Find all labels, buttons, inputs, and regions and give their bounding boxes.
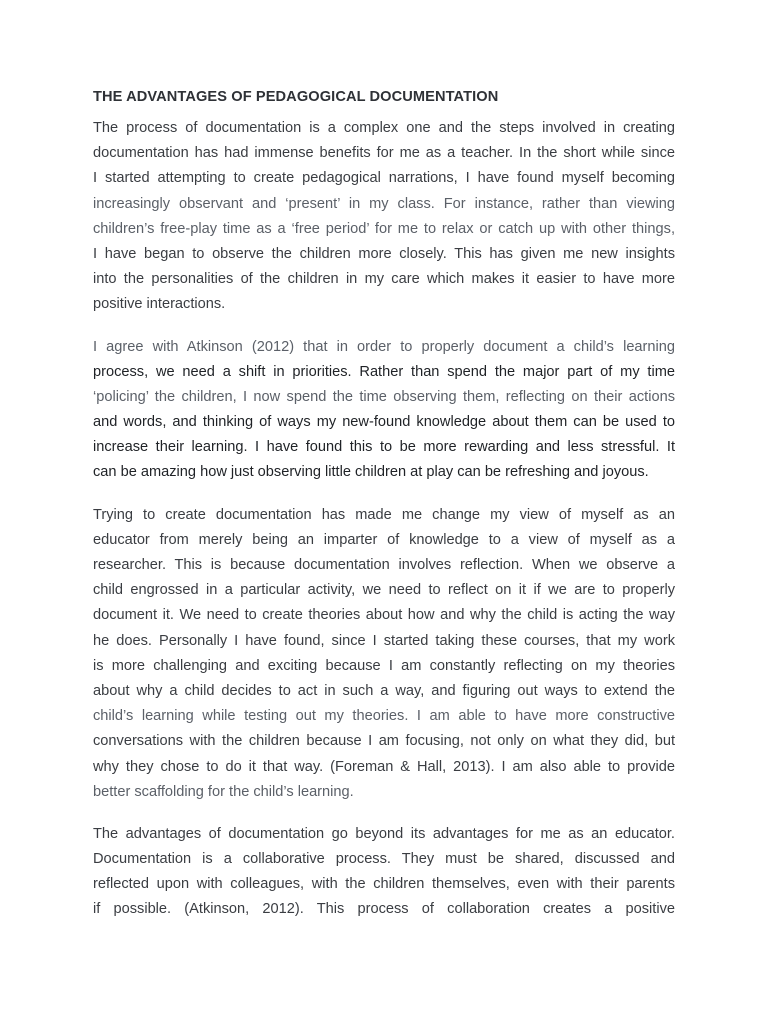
text-line: Trying to create documentation has made me change my view of myself as an	[93, 506, 675, 523]
text-line: he does. Personally I have found, since I started taking these courses, that my work	[93, 632, 675, 649]
text-line: conversations with the children because I am focusing, not only on what they did, but	[93, 733, 675, 750]
paragraph-1	[93, 116, 675, 318]
text-line: ‘policing’ the children, I now spend the time observing them, reflecting on their actions	[93, 388, 675, 405]
text-line: if possible. (Atkinson, 2012). This process of collaboration creates a positive	[93, 901, 675, 918]
text-line: process, we need a shift in priorities. Rather than spend the major part of my time	[93, 363, 675, 380]
paragraph-spacer	[93, 318, 675, 335]
paragraph-spacer	[93, 805, 675, 822]
text-line: I started attempting to create pedagogical narrations, I have found myself becoming	[93, 170, 675, 187]
paragraph-3	[93, 503, 675, 805]
text-line: child’s learning while testing out my theories. I am able to have more constructive	[93, 708, 675, 725]
document-title: THE ADVANTAGES OF PEDAGOGICAL DOCUMENTATION	[93, 89, 499, 105]
text-line: children’s free-play time as a ‘free period’ for me to relax or catch up with other things,	[93, 220, 675, 237]
text-line: is more challenging and exciting because I am constantly reflecting on my theories	[93, 657, 675, 674]
text-line: researcher. This is because documentation involves reflection. When we observe a	[93, 557, 675, 573]
paragraph-4	[93, 822, 675, 923]
text-line: documentation has had immense benefits for me as a teacher. In the short while since	[93, 145, 675, 162]
text-line: educator from merely being an imparter of knowledge to a view of myself as a	[93, 531, 675, 548]
text-line: I agree with Atkinson (2012) that in order to properly document a child’s learning	[93, 338, 675, 355]
text-line: can be amazing how just observing little children at play can be refreshing and joyous.	[93, 464, 649, 481]
document-page	[93, 88, 675, 923]
text-line: positive interactions.	[93, 296, 226, 313]
text-line: and words, and thinking of ways my new-found knowledge about them can be used to	[93, 414, 675, 431]
text-line: Documentation is a collaborative process. They must be shared, discussed and	[93, 851, 675, 868]
text-line: The process of documentation is a complex one and the steps involved in creating	[93, 120, 675, 136]
text-line: I have began to observe the children more closely. This has given me new insights	[93, 245, 675, 262]
text-line: why they chose to do it that way. (Foreman & Hall, 2013). I am also able to provide	[93, 758, 675, 775]
text-line: child engrossed in a particular activity, we need to reflect on it if we are to properly	[93, 582, 675, 599]
text-line: The advantages of documentation go beyond its advantages for me as an educator.	[93, 825, 675, 842]
text-line: reflected upon with colleagues, with the children themselves, even with their parents	[93, 876, 675, 893]
text-line: document it. We need to create theories about how and why the child is acting the way	[93, 607, 675, 624]
text-line: better scaffolding for the child’s learning.	[93, 783, 354, 800]
text-line: increase their learning. I have found this to be more rewarding and less stressful. It	[93, 439, 675, 456]
text-line: about why a child decides to act in such a way, and figuring out ways to extend the	[93, 682, 675, 699]
text-line: increasingly observant and ‘present’ in my class. For instance, rather than viewing	[93, 195, 675, 212]
text-line: into the personalities of the children in my care which makes it easier to have more	[93, 271, 675, 288]
paragraph-2	[93, 335, 675, 486]
paragraph-spacer	[93, 486, 675, 503]
